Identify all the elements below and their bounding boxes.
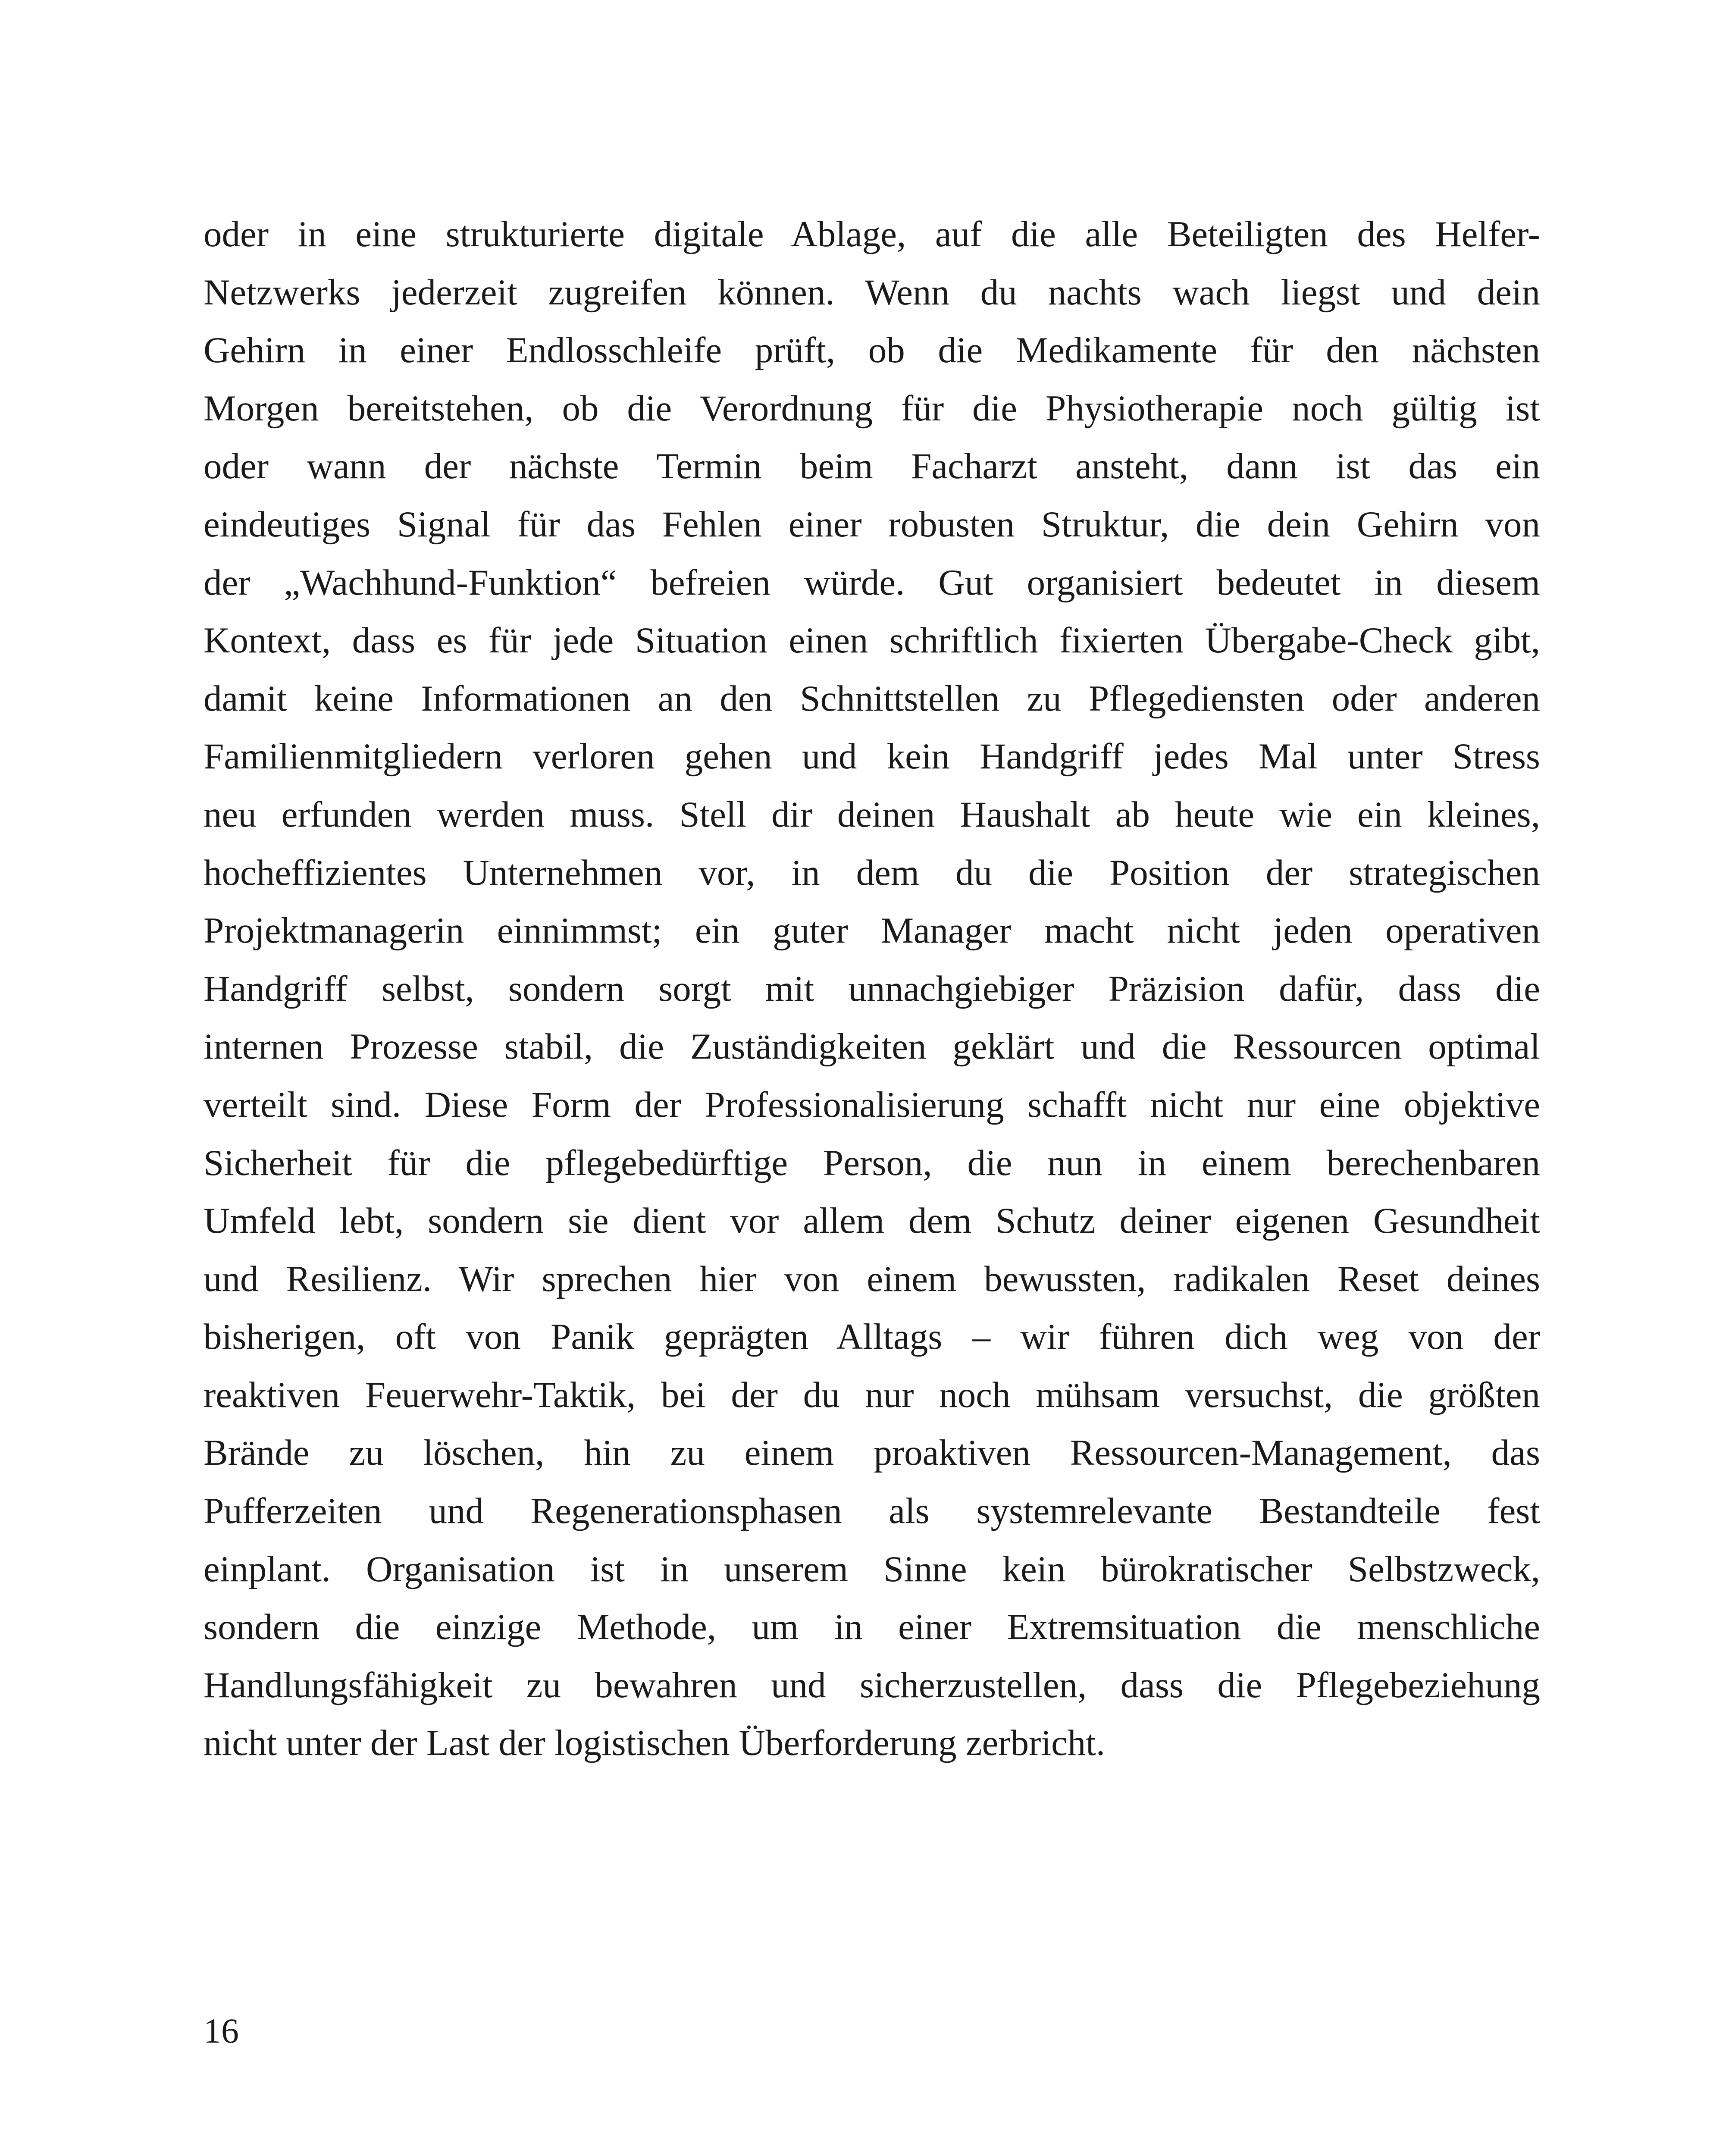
- paragraph-line: eindeutiges Signal für das Fehlen einer robusten Struktur, die dein Gehirn von: [204, 504, 1540, 545]
- paragraph-line: internen Prozesse stabil, die Zuständigkeiten geklärt und die Ressourcen optimal: [204, 1026, 1540, 1067]
- paragraph-line: sondern die einzige Methode, um in einer Extremsituation die menschliche: [204, 1607, 1540, 1648]
- paragraph-line: Kontext, dass es für jede Situation einen schriftlich fixierten Übergabe-Check gibt,: [204, 620, 1540, 661]
- paragraph-line: Handgriff selbst, sondern sorgt mit unnachgiebiger Präzision dafür, dass die: [204, 968, 1540, 1009]
- paragraph-line: oder wann der nächste Termin beim Facharzt ansteht, dann ist das ein: [204, 446, 1540, 487]
- paragraph-line: verteilt sind. Diese Form der Professionalisierung schafft nicht nur eine objektive: [204, 1084, 1540, 1125]
- paragraph-line: der „Wachhund-Funktion“ befreien würde. Gut organisiert bedeutet in diesem: [204, 562, 1540, 603]
- paragraph-line: Handlungsfähigkeit zu bewahren und sicherzustellen, dass die Pflegebeziehung: [204, 1664, 1540, 1705]
- paragraph-line: hocheffizientes Unternehmen vor, in dem du die Position der strategischen: [204, 852, 1540, 893]
- paragraph-line: Brände zu löschen, hin zu einem proaktiven Ressourcen-Management, das: [204, 1432, 1540, 1473]
- paragraph-line-last: nicht unter der Last der logistischen Überforderung zerbricht.: [204, 1723, 1106, 1764]
- paragraph-line: neu erfunden werden muss. Stell dir deinen Haushalt ab heute wie ein kleines,: [204, 794, 1540, 835]
- page-number: 16: [204, 2011, 239, 2050]
- paragraph-line: Familienmitgliedern verloren gehen und kein Handgriff jedes Mal unter Stress: [204, 736, 1540, 777]
- paragraph-line: einplant. Organisation ist in unserem Sinne kein bürokratischer Selbstzweck,: [204, 1548, 1540, 1589]
- paragraph-line: Projektmanagerin einnimmst; ein guter Manager macht nicht jeden operativen: [204, 910, 1540, 951]
- paragraph-line: und Resilienz. Wir sprechen hier von einem bewussten, radikalen Reset deines: [204, 1258, 1540, 1299]
- paragraph-line: oder in eine strukturierte digitale Ablage, auf die alle Beteiligten des Helfer-: [204, 214, 1540, 254]
- paragraph-line: bisherigen, oft von Panik geprägten Alltags – wir führen dich weg von der: [204, 1316, 1540, 1357]
- paragraph-line: Netzwerks jederzeit zugreifen können. Wenn du nachts wach liegst und dein: [204, 272, 1540, 313]
- paragraph-line: Morgen bereitstehen, ob die Verordnung für die Physiotherapie noch gültig ist: [204, 388, 1540, 429]
- paragraph-line: reaktiven Feuerwehr-Taktik, bei der du nur noch mühsam versuchst, die größten: [204, 1374, 1540, 1415]
- body-paragraph: [204, 205, 1540, 1772]
- paragraph-line: Umfeld lebt, sondern sie dient vor allem dem Schutz deiner eigenen Gesundheit: [204, 1200, 1540, 1241]
- paragraph-line: damit keine Informationen an den Schnittstellen zu Pflegediensten oder anderen: [204, 678, 1540, 719]
- paragraph-line: Gehirn in einer Endlosschleife prüft, ob die Medikamente für den nächsten: [204, 330, 1540, 371]
- paragraph-line: Pufferzeiten und Regenerationsphasen als systemrelevante Bestandteile fest: [204, 1491, 1540, 1532]
- paragraph-line: Sicherheit für die pflegebedürftige Person, die nun in einem berechenbaren: [204, 1142, 1540, 1183]
